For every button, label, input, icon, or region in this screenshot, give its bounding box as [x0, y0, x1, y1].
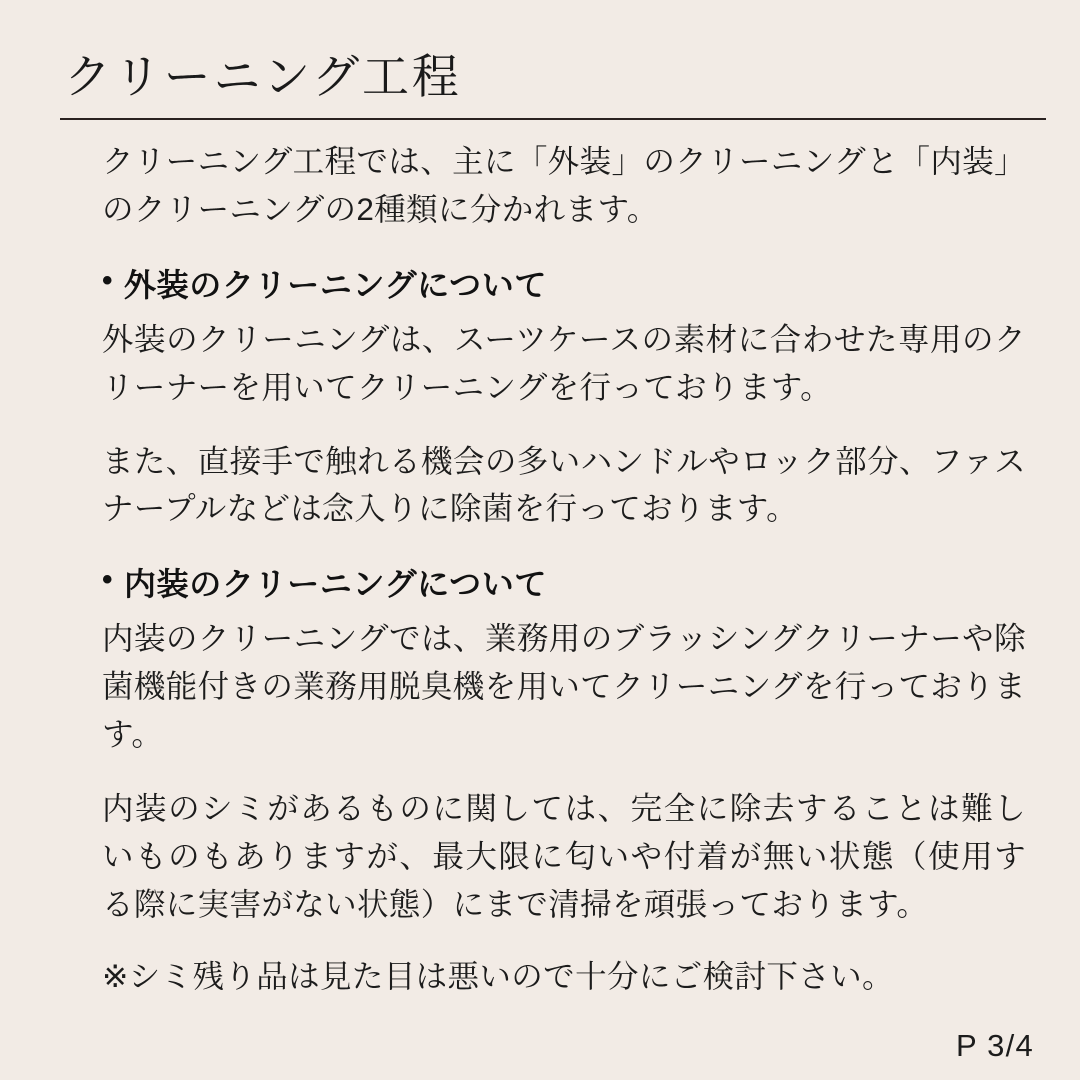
document-body: [58, 138, 1040, 1000]
section-heading-interior-label: 内装のクリーニングについて: [124, 566, 548, 603]
interior-paragraph-1: 内装のクリーニングでは、業務用のブラッシングクリーナーや除菌機能付きの業務用脱臭機を用いてクリーニングを行っております。: [102, 620, 1026, 753]
section-heading-interior: [102, 559, 1026, 605]
exterior-paragraph-1: 外装のクリーニングは、スーツケースの素材に合わせた専用のクリーナーを用いてクリーニングを行っております。: [102, 320, 1026, 405]
page-number: P 3/4: [955, 1028, 1034, 1063]
section-heading-exterior: [102, 260, 1026, 306]
bullet-icon: •: [102, 563, 114, 597]
title-divider: [60, 118, 1046, 120]
interior-note: ※シミ残り品は見た目は悪いので十分にご検討下さい。: [102, 957, 894, 994]
section-heading-exterior-label: 外装のクリーニングについて: [124, 266, 548, 303]
exterior-paragraph-2: また、直接手で触れる機会の多いハンドルやロック部分、ファスナープルなどは念入りに除菌を行っております。: [102, 442, 1026, 527]
page-title: クリーニング工程: [64, 50, 462, 103]
intro-paragraph: クリーニング工程では、主に「外装」のクリーニングと「内装」のクリーニングの2種類に分かれます。: [102, 143, 1026, 227]
interior-paragraph-2: 内装のシミがあるものに関しては、完全に除去することは難しいものもありますが、最大限に匂いや付着が無い状態（使用する際に実害がない状態）にまで清掃を頑張っております。: [102, 789, 1026, 922]
bullet-icon: •: [102, 263, 114, 297]
